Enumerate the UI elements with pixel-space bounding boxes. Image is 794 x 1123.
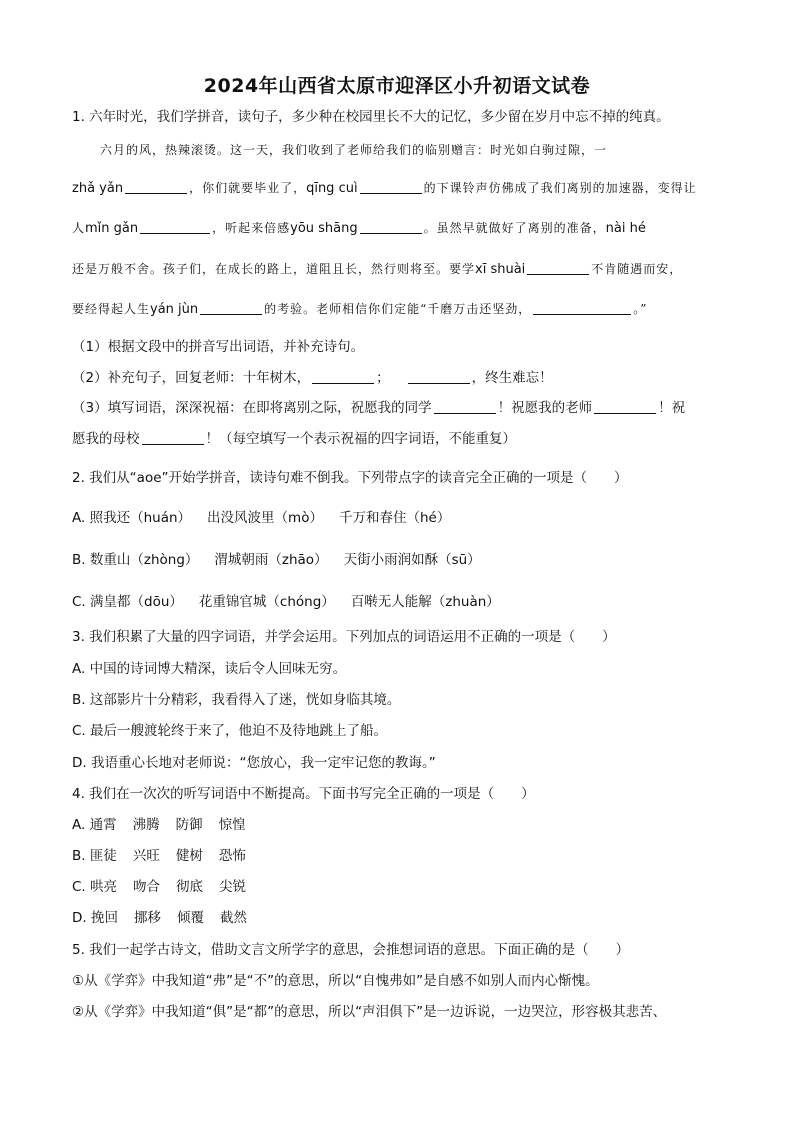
option-letter: D.: [72, 910, 87, 926]
q4-option-d[interactable]: [72, 908, 247, 928]
sub-text: （3）填写词语，深深祝福：在即将离别之际，祝愿我的同学: [72, 400, 432, 416]
option-item: 千万和春住（hé）: [338, 510, 451, 526]
pinyin-min-gan: mǐn gǎn: [85, 221, 139, 236]
q3-option-c[interactable]: C. 最后一艘渡轮终于来了，他迫不及待地跳上了船。: [72, 723, 388, 739]
option-word: 通霄: [89, 817, 117, 833]
answer-blank[interactable]: [360, 219, 422, 234]
answer-blank[interactable]: [533, 300, 631, 315]
q1-passage-line-1: 六月的风，热辣滚烫。这一天，我们收到了老师给我们的临别赠言：时光如白驹过隙，一: [100, 143, 608, 157]
sub-text: ！（每空填写一个表示祝福的四字词语，不能重复）: [205, 431, 516, 447]
q1-passage-line-5: [72, 299, 647, 320]
q3-option-b[interactable]: B. 这部影片十分精彩，我看得入了迷，恍如身临其境。: [72, 692, 401, 708]
answer-blank[interactable]: [140, 219, 210, 234]
pinyin-nai-he: nài hé: [605, 221, 646, 236]
q1-sub-1: （1）根据文段中的拼音写出词语，并补充诗句。: [72, 339, 365, 355]
option-word: 健树: [175, 848, 203, 864]
option-item: 花重锦官城（chóng）: [198, 594, 335, 610]
q2-stem: 2. 我们从“aoe”开始学拼音，读诗句难不倒我。下列带点字的读音完全正确的一项是（ ）: [72, 470, 628, 486]
option-word: 挪移: [133, 910, 161, 926]
sub-text: ，终生难忘！: [471, 370, 553, 386]
q5-stem: 5. 我们一起学古诗文，借助文言文所学字的意思，会推想词语的意思。下面正确的是（ ）: [72, 942, 630, 958]
pinyin-xi-shuai: xī shuài: [475, 262, 526, 277]
answer-blank[interactable]: [594, 399, 656, 414]
option-item: 照我还（huán）: [89, 510, 192, 526]
option-word: 挽回: [90, 910, 118, 926]
passage-text: 。虽然早就做好了离别的准备，: [423, 221, 606, 235]
passage-text: 要经得起人生: [72, 302, 151, 316]
q4-stem: 4. 我们在一次次的听写词语中不断提高。下面书写完全正确的一项是（ ）: [72, 786, 535, 802]
option-item: 出没风波里（mò）: [207, 510, 323, 526]
q3-stem: 3. 我们积累了大量的四字词语，并学会运用。下列加点的词语运用不正确的一项是（ ）: [72, 629, 616, 645]
q3-option-a[interactable]: A. 中国的诗词博大精深，读后令人回味无穷。: [72, 661, 347, 677]
sub-text: （2）补充句子，回复老师：十年树木，: [72, 370, 311, 386]
answer-blank[interactable]: [527, 260, 589, 275]
sub-text: ！祝愿我的老师: [497, 400, 593, 416]
q5-item-1: ①从《学弈》中我知道“弗”是“不”的意思，所以“自愧弗如”是自感不如别人而内心惭愧。: [72, 973, 599, 989]
q2-option-c[interactable]: [72, 592, 500, 612]
pinyin-zha-yan: zhǎ yǎn: [72, 181, 124, 196]
option-word: 截然: [219, 910, 247, 926]
option-item: 满皇都（dōu）: [90, 594, 183, 610]
q1-stem: 1. 六年时光，我们学拼音，读句子，多少种在校园里长不大的记忆，多少留在岁月中忘不掉的纯真。: [72, 109, 670, 125]
q2-option-b[interactable]: [72, 550, 481, 570]
q5-item-2: ②从《学弈》中我知道“俱”是“都”的意思，所以“声泪俱下”是一边诉说，一边哭泣，形容极其悲苦、: [72, 1004, 667, 1020]
option-word: 倾覆: [176, 910, 204, 926]
q1-sub-2: [72, 368, 553, 388]
option-word: 惊惶: [218, 817, 246, 833]
q1-passage-line-2: [72, 178, 697, 199]
option-word: 吻合: [133, 879, 161, 895]
passage-text: 还是万般不舍。孩子们，在成长的路上，道阻且长，然行则将至。要学: [72, 262, 476, 276]
answer-blank[interactable]: [125, 179, 187, 194]
option-word: 恐怖: [218, 848, 246, 864]
q4-option-b[interactable]: [72, 846, 246, 866]
option-word: 防御: [175, 817, 203, 833]
passage-text: 人: [72, 221, 86, 235]
q4-option-c[interactable]: [72, 877, 246, 897]
q1-passage-line-4: [72, 259, 682, 280]
option-letter: C.: [72, 594, 86, 610]
passage-text: 的下课铃声仿佛成了我们离别的加速器，变得让: [423, 181, 697, 195]
q2-option-a[interactable]: [72, 508, 450, 528]
option-word: 彻底: [176, 879, 204, 895]
option-word: 兴旺: [132, 848, 160, 864]
passage-text: 的考验。老师相信你们定能“千磨万击还坚劲，: [264, 302, 532, 316]
option-word: 尖锐: [219, 879, 247, 895]
option-item: 数重山（zhòng）: [89, 552, 199, 568]
option-word: 沸腾: [132, 817, 160, 833]
passage-text: 不肯随遇而安，: [591, 262, 683, 276]
answer-blank[interactable]: [434, 399, 496, 414]
option-letter: B.: [72, 848, 86, 864]
option-word: 匪徒: [89, 848, 117, 864]
answer-blank[interactable]: [408, 369, 470, 384]
pinyin-qing-cui: qīng cuì: [306, 181, 358, 196]
sub-text: 愿我的母校: [72, 431, 140, 447]
option-letter: B.: [72, 552, 86, 568]
option-item: 百啭无人能解（zhuàn）: [350, 594, 500, 610]
option-letter: C.: [72, 879, 86, 895]
answer-blank[interactable]: [360, 179, 422, 194]
q1-sub-3: [72, 398, 685, 418]
pinyin-yan-jun: yán jùn: [150, 302, 199, 317]
option-item: 渭城朝雨（zhāo）: [214, 552, 328, 568]
answer-blank[interactable]: [200, 300, 262, 315]
exam-title: 2024年山西省太原市迎泽区小升初语文试卷: [203, 75, 591, 97]
passage-text: ，听起来倍感: [212, 221, 291, 235]
option-letter: A.: [72, 510, 86, 526]
pinyin-you-shang: yōu shāng: [290, 221, 358, 236]
q1-sub-3-cont: [72, 429, 516, 449]
option-item: 天街小雨润如酥（sū）: [343, 552, 481, 568]
sub-text: ；: [376, 370, 390, 386]
answer-blank[interactable]: [142, 430, 204, 445]
q1-passage-line-3: [72, 218, 646, 239]
sub-text: ！祝: [658, 400, 686, 416]
option-word: 哄亮: [90, 879, 118, 895]
passage-text: ，你们就要毕业了，: [189, 181, 307, 195]
option-letter: A.: [72, 817, 86, 833]
answer-blank[interactable]: [312, 369, 374, 384]
q3-option-d[interactable]: D. 我语重心长地对老师说：“您放心，我一定牢记您的教诲。”: [72, 755, 436, 771]
q4-option-a[interactable]: [72, 815, 246, 835]
passage-text: 。”: [633, 302, 648, 316]
